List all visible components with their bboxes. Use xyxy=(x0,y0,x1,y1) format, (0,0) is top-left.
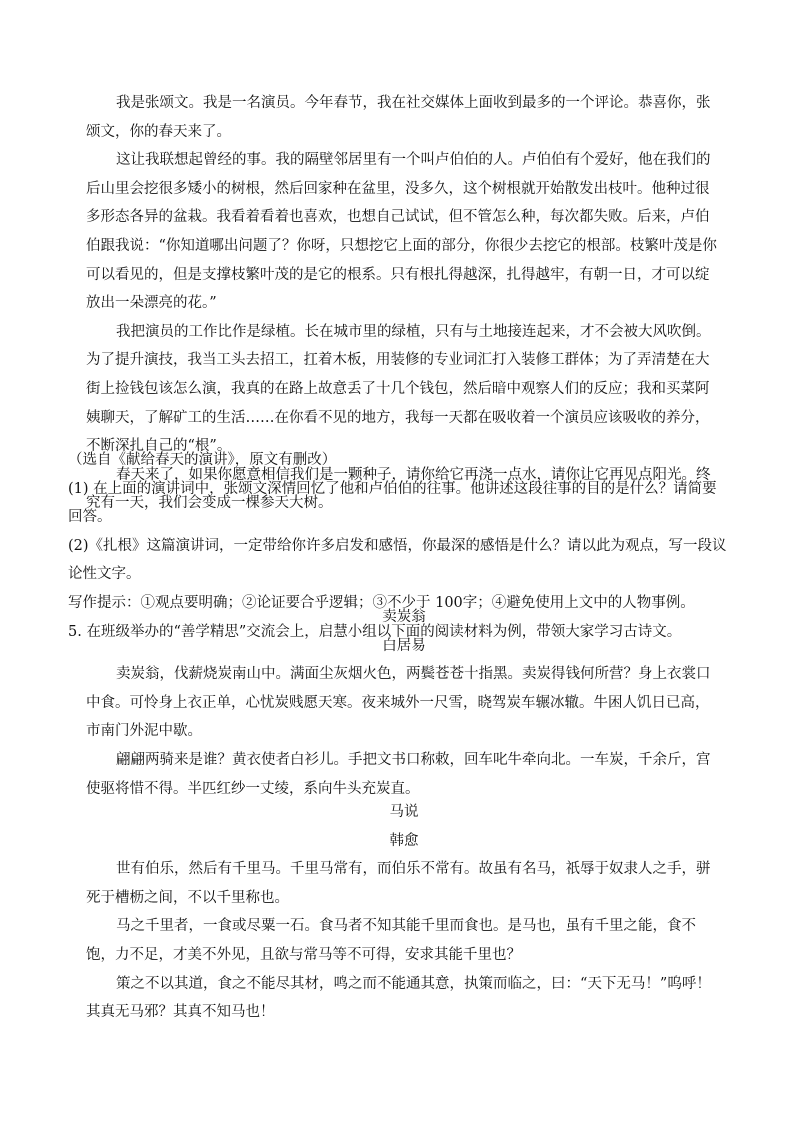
speech-paragraph-1: 我是张颂文。我是一名演员。今年春节，我在社交媒体上面收到最多的一个评论。恭喜你，张颂文，你的春天来了。 xyxy=(86,95,711,140)
essay-paragraph-1: 世有伯乐，然后有千里马。千里马常有，而伯乐不常有。故虽有名马，祇辱于奴隶人之手，骈死于槽枥之间，不以千里称也。 xyxy=(86,861,711,906)
question-2: (2)《扎根》这篇演讲词，一定带给你许多启发和感悟，你最深的感悟是什么？请以此为观点，写一段议论性文字。 xyxy=(68,537,727,583)
speech-paragraph-4: 春天来了，如果你愿意相信我们是一颗种子，请你给它再浇一点水，请你让它再见点阳光。终究有一天，我们会变成一棵参天大树。 xyxy=(86,466,711,512)
poem-author: 白居易 xyxy=(382,637,426,654)
poem-title: 卖炭翁 xyxy=(382,609,426,625)
speech-source: （选自《献给春天的演讲》，原文有删改） xyxy=(68,452,337,468)
question-5: 5. 在班级举办的“善学精思”交流会上，启慧小组以下面的阅读材料为例，带领大家学习古诗文。 xyxy=(68,623,682,640)
poem-section xyxy=(86,603,722,803)
poem-paragraph-1: 卖炭翁，伐薪烧炭南山中。满面尘灰烟火色，两鬓苍苍十指黑。卖炭得钱何所营？身上衣裳口中食。可怜身上衣正单，心忧炭贱愿天寒。夜来城外一尺雪，晓驾炭车辗冰辙。牛困人饥日已高，市南门外泥中歇。 xyxy=(86,666,711,740)
essay-title: 马说 xyxy=(389,804,419,820)
poem-paragraph-2: 翩翩两骑来是谁？黄衣使者白衫儿。手把文书口称敕，回车叱牛牵向北。一车炭，千余斤，宫使驱将惜不得。半匹红纱一丈绫，系向牛头充炭直。 xyxy=(86,751,711,797)
speech-paragraph-3: 我把演员的工作比作是绿植。长在城市里的绿植，只有与土地接连起来，才不会被大风吹倒。为了提升演技，我当工头去招工，扛着木板，用装修的专业词汇打入装修工群体；为了弄清楚在大街上捡钱包该怎么演，我真的在路上故意丢了十几个钱包，然后暗中观察人们的反应；我和买菜阿姨聊天，了解矿工的生活……在你看不见的地方，我每一天都在吸收着一个演员应该吸收的养分，不断深扎自己的“根”。 xyxy=(86,323,711,455)
essay-paragraph-2: 马之千里者，一食或尽粟一石。食马者不知其能千里而食也。是马也，虽有千里之能，食不饱，力不足，才美不外见，且欲与常马等不可得，安求其能千里也？ xyxy=(86,918,696,963)
essay-paragraph-3: 策之不以其道，食之不能尽其材，鸣之而不能通其意，执策而临之，曰：“天下无马！”呜呼！其真无马邪？其真不知马也！ xyxy=(86,975,711,1021)
essay-author: 韩愈 xyxy=(389,832,419,849)
speech-paragraph-2: 这让我联想起曾经的事。我的隔壁邻居里有一个叫卢伯伯的人。卢伯伯有个爱好，他在我们的后山里会挖很多矮小的树根，然后回家种在盆里，没多久，这个树根就开始散发出枝叶。他种过很多形态各异的盆栽。我看着看着也喜欢，也想自己试试，但不管怎么种，每次都失败。后来，卢伯伯跟我说：“你知道哪出问题了？你呀，只想挖它上面的部分，你很少去挖它的根部。枝繁叶茂是你可以看见的，但是支撑枝繁叶茂的是它的根系。只有根扎得越深，扎得越牢，有朝一日，才可以绽放出一朵漂亮的花。” xyxy=(86,152,717,312)
question-1: (1) 在上面的演讲词中，张颂文深情回忆了他和卢伯伯的往事。他讲述这段往事的目的是什么？请简要回答。 xyxy=(68,480,717,526)
writing-hint: 写作提示：①观点要明确；②论证要合乎逻辑；③不少于 100字；④避免使用上文中的人物事例。 xyxy=(68,594,695,611)
essay-section xyxy=(86,798,722,1027)
